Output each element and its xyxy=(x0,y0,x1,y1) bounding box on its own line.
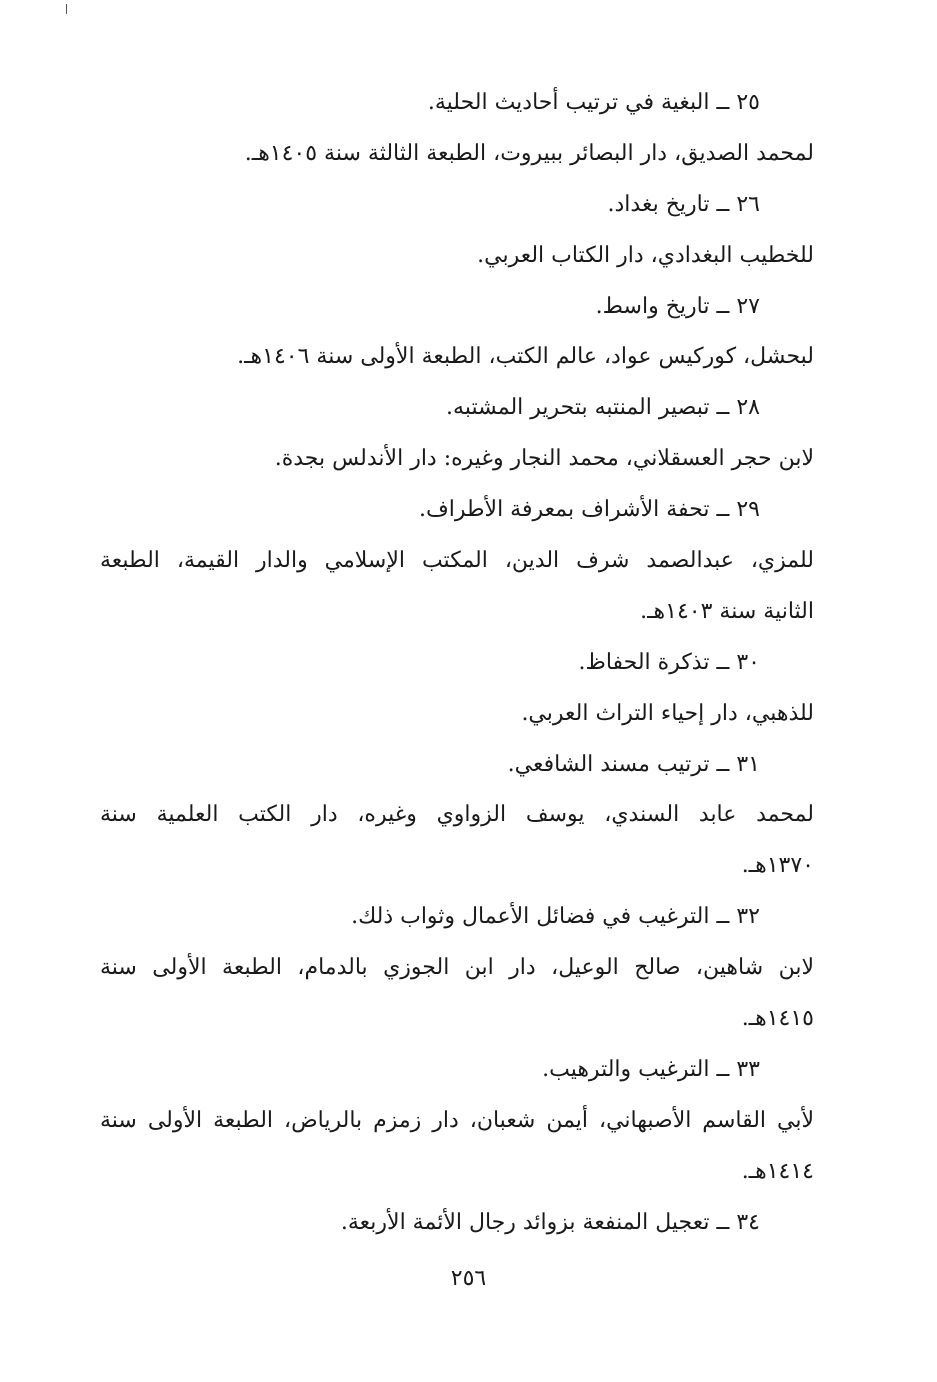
entry-26-details: للخطيب البغدادي، دار الكتاب العربي. xyxy=(477,242,814,268)
page-number: ٢٥٦ xyxy=(450,1266,487,1291)
entry-31-details-cont: ١٣٧٠هـ. xyxy=(741,853,814,879)
entry-25-title: ٢٥ ــ البغية في ترتيب أحاديث الحلية. xyxy=(427,90,760,115)
entry-29-details: للمزي، عبدالصمد شرف الدين، المكتب الإسلامي والدار القيمة، الطبعة xyxy=(100,548,814,574)
entry-32-title: ٣٢ ــ الترغيب في فضائل الأعمال وثواب ذلك. xyxy=(351,904,760,930)
entry-25-details: لمحمد الصديق، دار البصائر ببيروت، الطبعة الثالثة سنة ١٤٠٥هـ. xyxy=(244,140,814,166)
entry-33-details: لأبي القاسم الأصبهاني، أيمن شعبان، دار زمزم بالرياض، الطبعة الأولى سنة xyxy=(100,1107,814,1133)
entry-27-details: لبحشل، كوركيس عواد، عالم الكتب، الطبعة الأولى سنة ١٤٠٦هـ. xyxy=(237,344,814,370)
entry-32-details: لابن شاهين، صالح الوعيل، دار ابن الجوزي بالدمام، الطبعة الأولى سنة xyxy=(100,955,814,981)
entry-29-details-cont: الثانية سنة ١٤٠٣هـ. xyxy=(640,598,814,624)
entry-28-details: لابن حجر العسقلاني، محمد النجار وغيره: دار الأندلس بجدة. xyxy=(274,446,814,472)
entry-29-title: ٢٩ ــ تحفة الأشراف بمعرفة الأطراف. xyxy=(418,497,760,523)
entry-33-title: ٣٣ ــ الترغيب والترهيب. xyxy=(542,1056,760,1082)
entry-34-title: ٣٤ ــ تعجيل المنفعة بزوائد رجال الأئمة الأربعة. xyxy=(340,1209,760,1235)
entry-32-details-cont: ١٤١٥هـ. xyxy=(741,1006,814,1032)
entry-30-title: ٣٠ ــ تذكرة الحفاظ. xyxy=(578,649,760,675)
entry-28-title: ٢٨ ــ تبصير المنتبه بتحرير المشتبه. xyxy=(446,395,760,421)
scan-mark xyxy=(66,4,67,14)
entry-31-title: ٣١ ــ ترتيب مسند الشافعي. xyxy=(507,751,760,777)
entry-33-details-cont: ١٤١٤هـ. xyxy=(741,1158,814,1184)
bibliography-text xyxy=(100,84,814,1254)
entry-26-title: ٢٦ ــ تاريخ بغداد. xyxy=(607,191,760,217)
entry-30-details: للذهبي، دار إحياء التراث العربي. xyxy=(521,700,814,726)
entry-27-title: ٢٧ ــ تاريخ واسط. xyxy=(595,293,760,319)
entry-31-details: لمحمد عابد السندي، يوسف الزواوي وغيره، دار الكتب العلمية سنة xyxy=(100,802,814,828)
